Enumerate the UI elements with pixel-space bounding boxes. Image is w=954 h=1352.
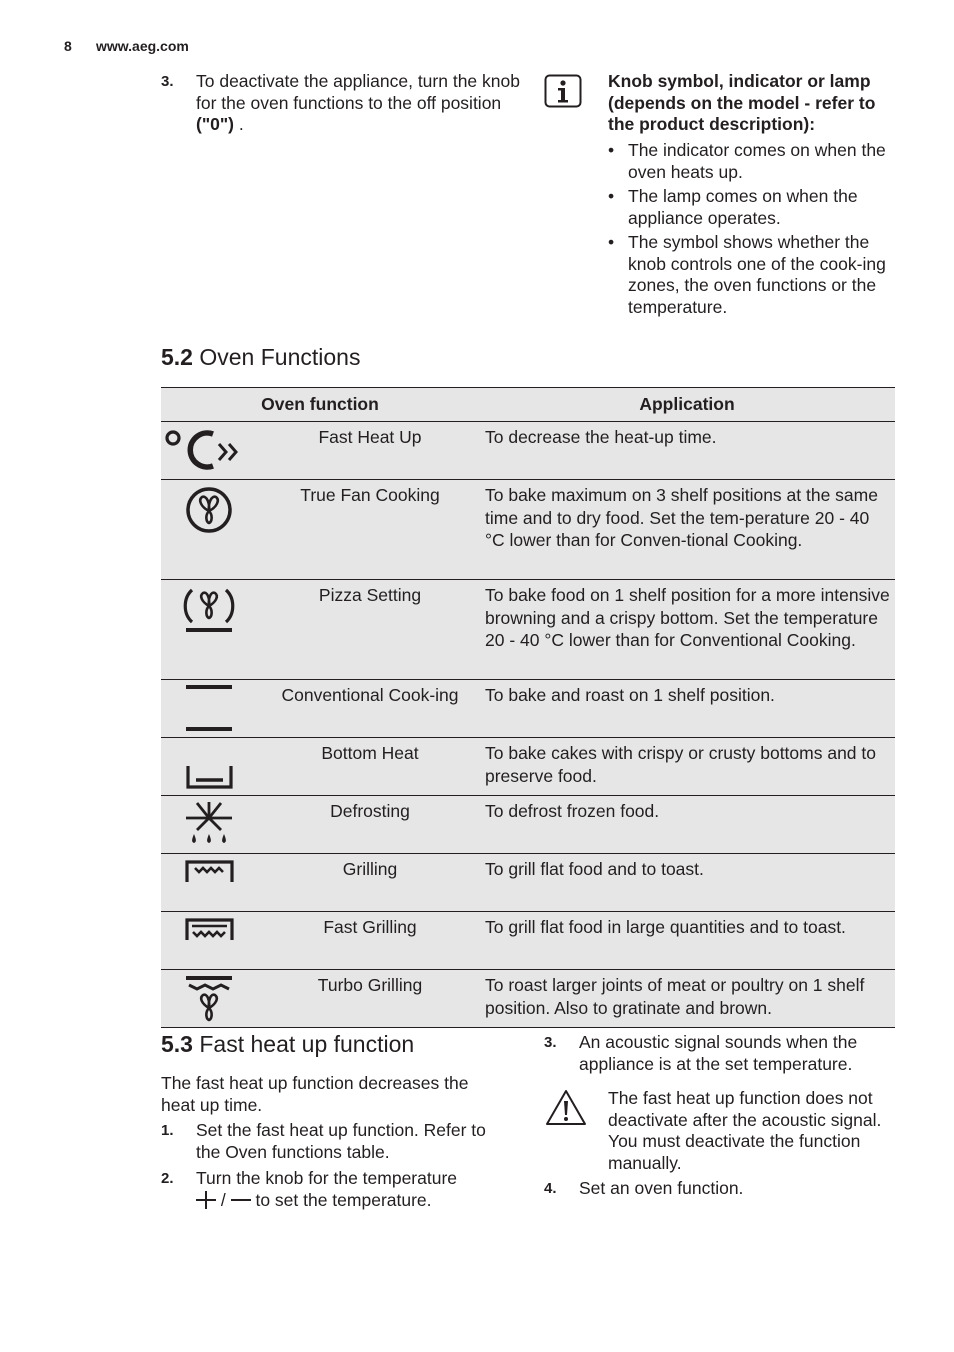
- table-header-row: [161, 388, 895, 422]
- info-note-title: Knob symbol, indicator or lamp (depends on the model - refer to the product description):: [608, 71, 876, 134]
- section-heading-fast-heat-up: [161, 1031, 414, 1058]
- warning-icon: [544, 1088, 588, 1133]
- section-heading-oven-functions: [161, 344, 360, 371]
- step-text: Set the fast heat up function. Refer to the Oven functions table.: [196, 1120, 486, 1162]
- warning-text: The fast heat up function does not deactivate after the acoustic signal. You must deactivate the function manually.: [608, 1088, 882, 1173]
- function-name: Turbo Grilling: [261, 970, 479, 1028]
- function-application: To bake maximum on 3 shelf positions at the same time and to dry food. Set the tem-perature 20 - 40 °C lower than for Conven-tional Cooking.: [479, 480, 895, 580]
- section-number: 5.3: [161, 1031, 193, 1057]
- function-application: To defrost frozen food.: [479, 796, 895, 854]
- table-row: [161, 422, 895, 480]
- step-text-end: to set the temperature.: [250, 1189, 432, 1210]
- fast-grill-icon: [161, 912, 261, 970]
- function-name: Conventional Cook-ing: [261, 680, 479, 738]
- table-row: [161, 854, 895, 912]
- oven-functions-table: [161, 387, 895, 1028]
- function-application: To grill flat food and to toast.: [479, 854, 895, 912]
- section-title: Fast heat up function: [199, 1031, 415, 1057]
- step-text-start: Turn the knob for the temperature: [196, 1168, 458, 1188]
- step-text: An acoustic signal sounds when the appliance is at the set temperature.: [579, 1032, 858, 1074]
- info-icon: [544, 74, 582, 113]
- step-number: 2.: [161, 1170, 174, 1187]
- conventional-cooking-icon: [161, 680, 261, 738]
- function-name: Fast Grilling: [261, 912, 479, 970]
- step-number: 3.: [161, 73, 174, 90]
- table-row: [161, 480, 895, 580]
- function-application: To bake food on 1 shelf position for a more intensive browning and a crispy bottom. Set the temperature 20 - 40 °C lower than for Conventional Cooking.: [479, 580, 895, 680]
- table-row: [161, 680, 895, 738]
- grill-icon: [161, 854, 261, 912]
- function-name: Defrosting: [261, 796, 479, 854]
- step-text: Set an oven function.: [579, 1178, 744, 1198]
- true-fan-icon: [161, 480, 261, 580]
- column-header-application: Application: [479, 388, 895, 422]
- defrost-icon: [161, 796, 261, 854]
- minus-icon: [231, 1191, 251, 1209]
- section-title: Oven Functions: [199, 344, 361, 370]
- table-row: [161, 738, 895, 796]
- function-name: Bottom Heat: [261, 738, 479, 796]
- step-text: [196, 1168, 506, 1211]
- page-number: 8: [64, 38, 72, 54]
- function-name: Fast Heat Up: [261, 422, 479, 480]
- list-item: • The lamp comes on when the appliance operates.: [608, 186, 898, 229]
- function-application: To roast larger joints of meat or poultry on 1 shelf position. Also to gratinate and brown.: [479, 970, 895, 1028]
- step-text-main: To deactivate the appliance, turn the knob for the oven functions to the off position: [196, 71, 520, 113]
- off-position-value: ("0"): [196, 114, 234, 134]
- table-row: [161, 580, 895, 680]
- function-application: To decrease the heat-up time.: [479, 422, 895, 480]
- function-application: To bake cakes with crispy or crusty bottoms and to preserve food.: [479, 738, 895, 796]
- plus-icon: [196, 1191, 216, 1209]
- list-item: • The indicator comes on when the oven heats up.: [608, 140, 898, 183]
- function-application: To bake and roast on 1 shelf position.: [479, 680, 895, 738]
- column-header-oven-function: Oven function: [161, 388, 479, 422]
- website-url: www.aeg.com: [96, 38, 189, 54]
- section-number: 5.2: [161, 344, 193, 370]
- fast-heat-intro: The fast heat up function decreases the heat up time.: [161, 1073, 469, 1115]
- fast-heat-up-icon: [161, 422, 261, 480]
- step-text-separator: /: [216, 1189, 231, 1210]
- bottom-heat-icon: [161, 738, 261, 796]
- function-application: To grill flat food in large quantities and to toast.: [479, 912, 895, 970]
- step-number: 1.: [161, 1122, 174, 1139]
- function-name: True Fan Cooking: [261, 480, 479, 580]
- step-text-end: .: [233, 114, 244, 134]
- table-row: [161, 796, 895, 854]
- step-text: [196, 71, 521, 136]
- table-row: [161, 970, 895, 1028]
- function-name: Pizza Setting: [261, 580, 479, 680]
- pizza-setting-icon: [161, 580, 261, 680]
- step-number: 3.: [544, 1034, 557, 1051]
- turbo-grill-icon: [161, 970, 261, 1028]
- function-name: Grilling: [261, 854, 479, 912]
- list-item: • The symbol shows whether the knob controls one of the cook-ing zones, the oven functions or the temperature.: [608, 232, 898, 318]
- info-bullet-list: [608, 140, 898, 321]
- table-row: [161, 912, 895, 970]
- step-number: 4.: [544, 1180, 557, 1197]
